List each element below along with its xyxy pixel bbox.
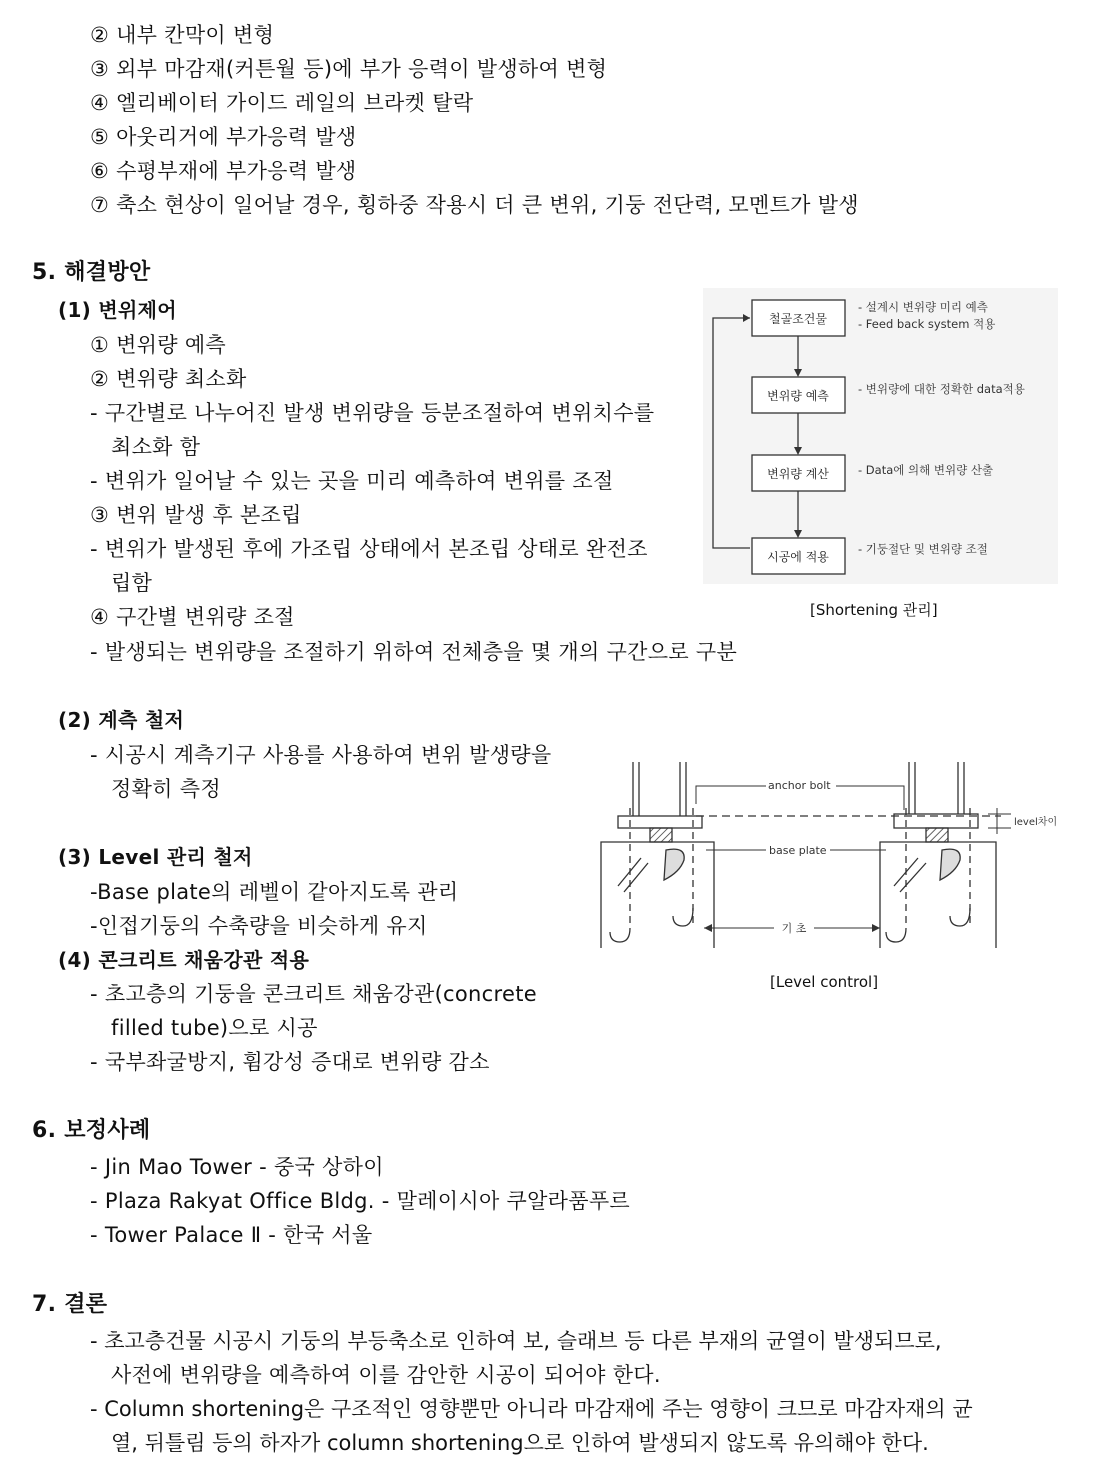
body-line: ② 변위량 최소화 bbox=[90, 367, 247, 391]
effect-line: ② 내부 칸막이 변형 bbox=[90, 23, 275, 47]
column-spacing-label: 기 초 bbox=[781, 922, 807, 935]
flow-box-label: 철골조건물 bbox=[769, 312, 827, 326]
effect-line: ⑤ 아웃리거에 부가응력 발생 bbox=[90, 125, 357, 149]
flow-box-label: 시공에 적용 bbox=[767, 550, 829, 564]
body-line: -Base plate의 레벨이 같아지도록 관리 bbox=[90, 880, 459, 904]
body-line: - 국부좌굴방지, 휨강성 증대로 변위량 감소 bbox=[90, 1050, 490, 1074]
effect-line: ⑥ 수평부재에 부가응력 발생 bbox=[90, 159, 357, 183]
flow-note: - Data에 의해 변위량 산출 bbox=[858, 463, 994, 477]
effect-line: ③ 외부 마감재(커튼월 등)에 부가 응력이 발생하여 변형 bbox=[90, 57, 608, 81]
flow-box-label: 변위량 예측 bbox=[767, 389, 829, 403]
body-line: - Column shortening은 구조적인 영향뿐만 아니라 마감재에 주는 영향이 크므로 마감자재의 균 bbox=[90, 1397, 973, 1421]
body-line: - Plaza Rakyat Office Bldg. - 말레이시아 쿠알라품푸르 bbox=[90, 1189, 631, 1213]
level-control-caption: [Level control] bbox=[770, 973, 879, 991]
subsection-4-heading: (4) 콘크리트 채움강관 적용 bbox=[58, 948, 310, 972]
shortening-flowchart bbox=[703, 288, 1058, 584]
body-line: 최소화 함 bbox=[111, 435, 201, 459]
level-control-figure bbox=[596, 758, 1064, 953]
section-6-heading: 6. 보정사례 bbox=[32, 1118, 151, 1143]
body-line: 립함 bbox=[111, 571, 153, 595]
body-line: -인접기둥의 수축량을 비슷하게 유지 bbox=[90, 914, 428, 938]
flow-note: - Feed back system 적용 bbox=[858, 317, 996, 331]
body-line: - 구간별로 나누어진 발생 변위량을 등분조절하여 변위치수를 bbox=[90, 401, 655, 425]
base-plate-label: base plate bbox=[769, 844, 827, 857]
flowchart-caption: [Shortening 관리] bbox=[810, 601, 938, 619]
level-diff-label: level차이 bbox=[1014, 817, 1058, 828]
effect-line: ⑦ 축소 현상이 일어날 경우, 횡하중 작용시 더 큰 변위, 기둥 전단력, 모멘트가 발생 bbox=[90, 193, 859, 217]
flow-box-label: 변위량 계산 bbox=[767, 467, 829, 481]
body-line: - Jin Mao Tower - 중국 상하이 bbox=[90, 1155, 384, 1179]
body-line: - 초고층의 기둥을 콘크리트 채움강관(concrete bbox=[90, 982, 537, 1006]
body-line: 사전에 변위량을 예측하여 이를 감안한 시공이 되어야 한다. bbox=[111, 1363, 661, 1387]
body-line: 열, 뒤틀림 등의 하자가 column shortening으로 인하여 발생되지 않도록 유의해야 한다. bbox=[111, 1431, 929, 1455]
body-line: ① 변위량 예측 bbox=[90, 333, 227, 357]
body-line: - 변위가 일어날 수 있는 곳을 미리 예측하여 변위를 조절 bbox=[90, 469, 614, 493]
subsection-3-heading: (3) Level 관리 철저 bbox=[58, 845, 253, 869]
body-line: - 발생되는 변위량을 조절하기 위하여 전체층을 몇 개의 구간으로 구분 bbox=[90, 640, 738, 664]
body-line: 정확히 측정 bbox=[111, 777, 221, 801]
effect-line: ④ 엘리베이터 가이드 레일의 브라켓 탈락 bbox=[90, 91, 474, 115]
body-line: - 시공시 계측기구 사용를 사용하여 변위 발생량을 bbox=[90, 743, 552, 767]
body-line: - 초고층건물 시공시 기둥의 부등축소로 인하여 보, 슬래브 등 다른 부재의 균열이 발생되므로, bbox=[90, 1329, 942, 1353]
left-foundation bbox=[601, 762, 714, 948]
section-5-heading: 5. 해결방안 bbox=[32, 260, 151, 285]
anchor-bolt-label: anchor bolt bbox=[768, 779, 831, 792]
flow-note: - 설계시 변위량 미리 예측 bbox=[858, 300, 988, 314]
body-line: - Tower Palace Ⅱ - 한국 서울 bbox=[90, 1223, 373, 1247]
subsection-2-heading: (2) 계측 철저 bbox=[58, 708, 185, 732]
subsection-1-heading: (1) 변위제어 bbox=[58, 298, 177, 322]
body-line: - 변위가 발생된 후에 가조립 상태에서 본조립 상태로 완전조 bbox=[90, 537, 648, 561]
right-foundation bbox=[880, 762, 996, 948]
body-line: ③ 변위 발생 후 본조립 bbox=[90, 503, 302, 527]
body-line: ④ 구간별 변위량 조절 bbox=[90, 605, 295, 629]
body-line: filled tube)으로 시공 bbox=[111, 1016, 318, 1040]
section-7-heading: 7. 결론 bbox=[32, 1292, 108, 1317]
flow-note: - 변위량에 대한 정확한 data적용 bbox=[858, 382, 1025, 396]
flow-note: - 기둥절단 및 변위량 조절 bbox=[858, 542, 988, 556]
